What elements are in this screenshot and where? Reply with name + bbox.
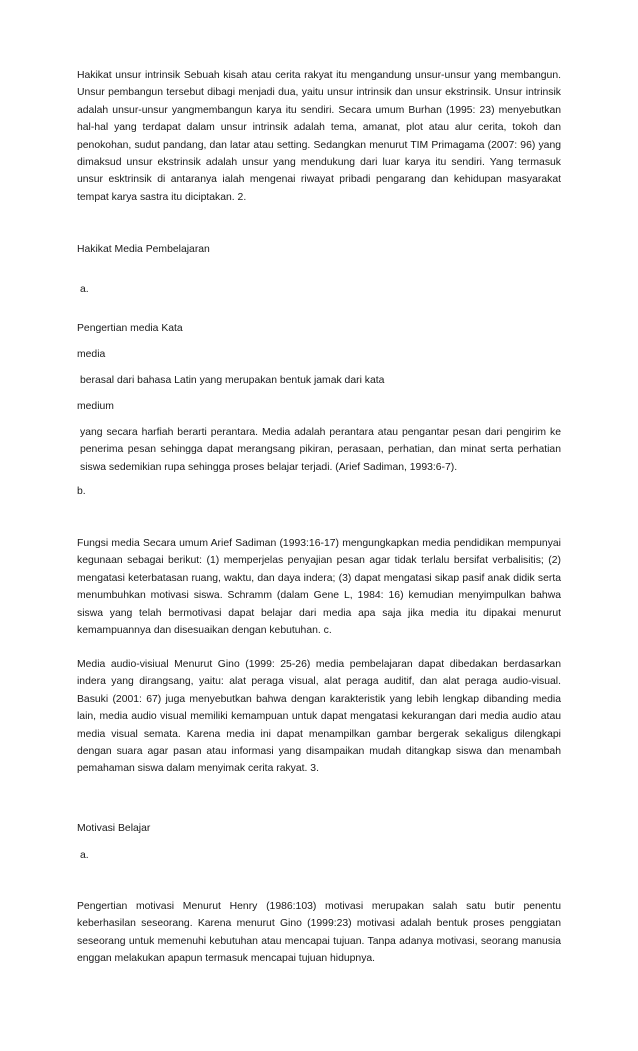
text-media: media (77, 349, 106, 360)
paragraph-media-audio-visual: Media audio-visiual Menurut Gino (1999: 25-26) media pembelajaran dapat dibedakan berdasarkan indera yang dirangsang, yaitu: alat peraga visual, alat peraga auditif, dan alat peraga audio-visual. Basuki (2001: 67) juga menyebutkan bahwa dengan karakteristik yang lebih lengkap dibanding media lain, media audio visual memiliki kemampuan untuk dapat mengatasi kekurangan dari media audio atau media visual semata. Karena media ini dapat menampilkan gambar bergerak sekaligus dilengkapi dengan suara agar pasan atau informasi yang disampaikan mudah ditangkap siswa dan menambah pemahaman siswa dalam menyimak cerita rakyat. 3. (77, 659, 561, 775)
heading-hakikat-media: Hakikat Media Pembelajaran (77, 244, 210, 255)
paragraph-pengertian-motivasi: Pengertian motivasi Menurut Henry (1986:103) motivasi merupakan salah satu butir penentu keberhasilan seseorang. Karena menurut Gino (1999:23) motivasi adalah bentuk proses penggiatan seseorang untuk memenuhi kebutuhan atau mencapai tujuan. Tanpa adanya motivasi, seorang manusia enggan melakukan apapun termasuk mencapai tujuan hidupnya. (77, 901, 561, 965)
heading-motivasi-belajar: Motivasi Belajar (77, 823, 151, 834)
text-berasal: berasal dari bahasa Latin yang merupakan bentuk jamak dari kata (80, 375, 385, 386)
text-medium: medium (77, 401, 114, 412)
paragraph-unsur-intrinsik: Hakikat unsur intrinsik Sebuah kisah atau cerita rakyat itu mengandung unsur-unsur yang membangun. Unsur pembangun tersebut dibagi menjadi dua, yaitu unsur intrinsik dan unsur ekstrinsik. Unsur intrinsik adalah unsur-unsur yangmembangun karya itu sendiri. Secara umum Burhan (1995: 23) menyebutkan hal-hal yang terdapat dalam unsur intrinsik adalah tema, amanat, plot atau alur cerita, tokoh dan penokohan, sudut pandang, dan latar atau setting. Sedangkan menurut TIM Primagama (2007: 96) yang dimaksud unsur ekstrinsik adalah unsur yang mendukung dari luar karya itu sendiri. Yang termasuk unsur esktrinsik di antaranya ialah mengenai riwayat pribadi pengarang dan kehidupan masyarakat tempat karya sastra itu diciptakan. 2. (77, 70, 561, 203)
heading-pengertian-media: Pengertian media Kata (77, 323, 183, 334)
paragraph-pengertian-media: yang secara harfiah berarti perantara. Media adalah perantara atau pengantar pesan dari pengirim ke penerima pesan sehingga dapat merangsang pikiran, perasaan, perhatian, dan minat serta perhatian siswa sedemikian rupa sehingga proses belajar terjadi. (Arief Sadiman, 1993:6-7). (80, 427, 561, 473)
list-marker-b: b. (77, 486, 86, 497)
list-marker-a-2: a. (80, 850, 89, 861)
list-marker-a: a. (80, 284, 89, 295)
paragraph-fungsi-media: Fungsi media Secara umum Arief Sadiman (1993:16-17) mengungkapkan media pendidikan mempunyai kegunaan sebagai berikut: (1) memperjelas penyajian pesan agar tidak terlalu bersifat verbalisitis; (2) mengatasi keterbatasan ruang, waktu, dan daya indera; (3) dapat mengatasi sikap pasif anak didik serta menumbuhkan motivasi siswa. Schramm (dalam Gene L, 1984: 16) kemudian menyimpulkan bahwa siswa yang telah bermotivasi dapat belajar dari media apa saja jika media itu dipakai menurut kemampuannya dan disesuaikan dengan kebutuhan. c. (77, 538, 561, 637)
